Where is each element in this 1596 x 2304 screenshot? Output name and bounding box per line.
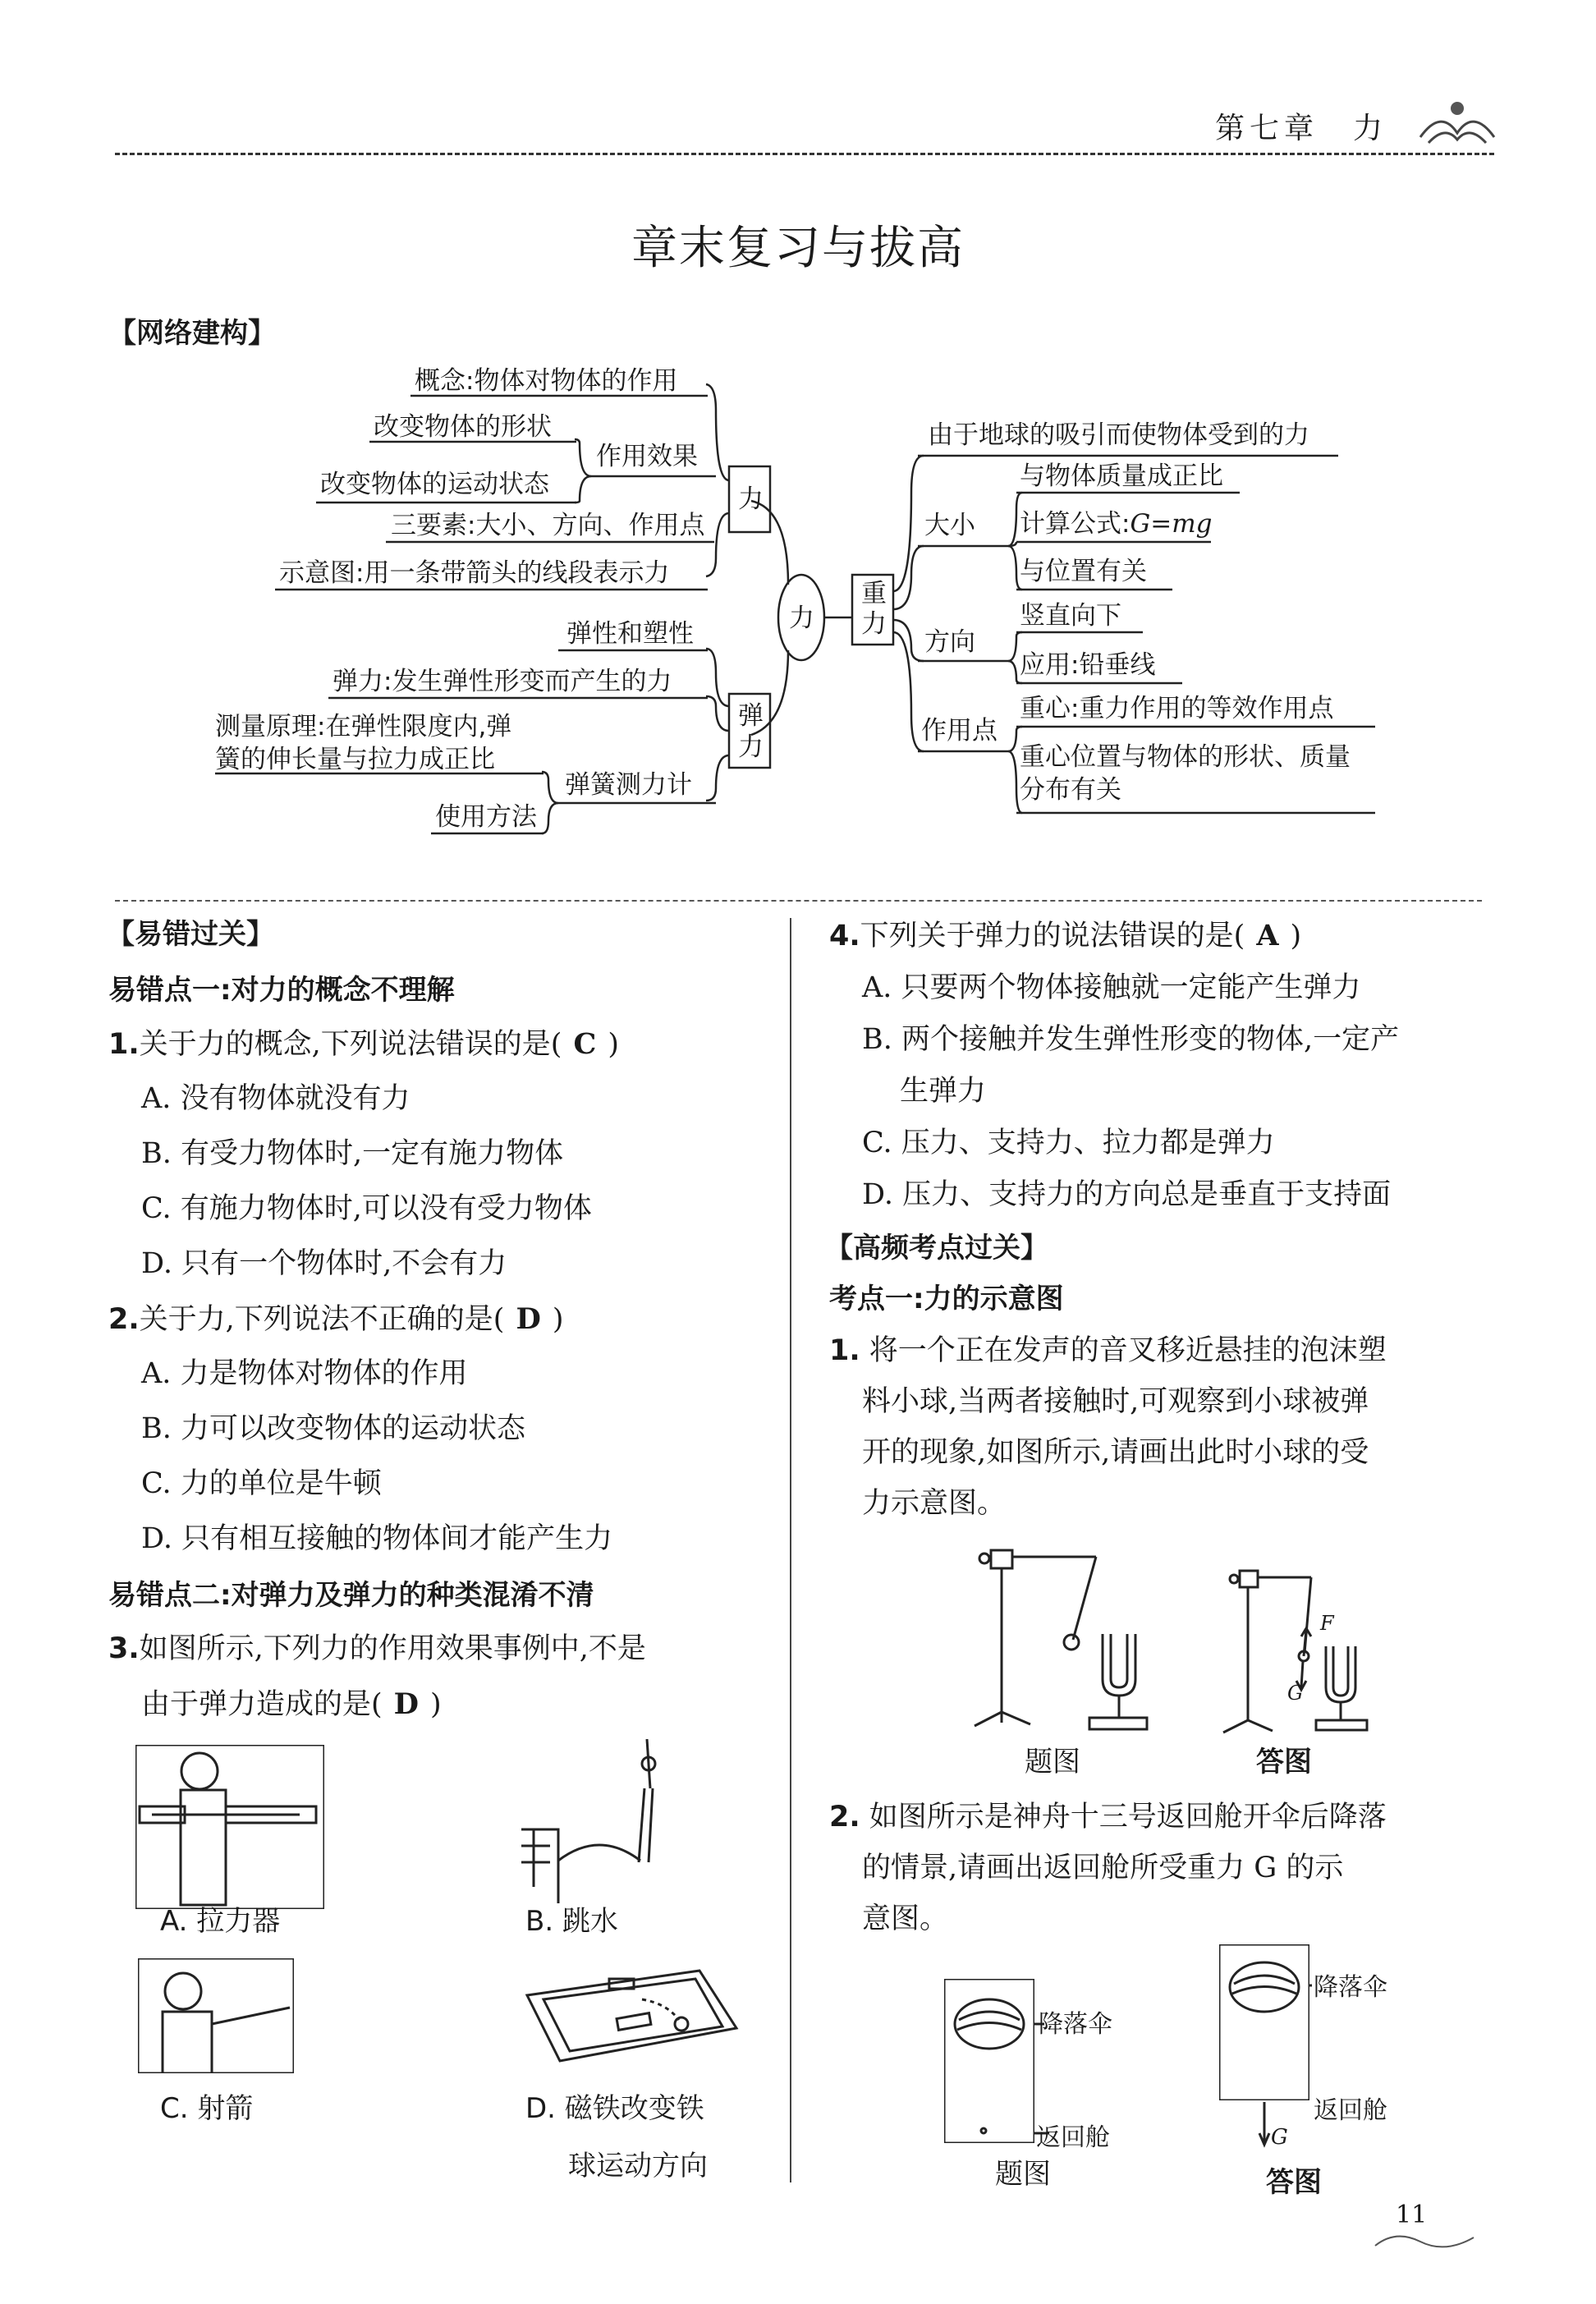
- gravity-direction-2: 应用:铅垂线: [1020, 650, 1156, 680]
- footer-decor-icon: [1371, 2229, 1478, 2254]
- gravity-size: 大小: [924, 511, 975, 540]
- mistake-point-1: 易错点一:对力的概念不理解: [108, 974, 455, 1007]
- section-divider: [115, 900, 1482, 902]
- expander-image: [135, 1745, 324, 1909]
- problem-1-line4: 力示意图。: [862, 1487, 1007, 1520]
- gravity-g-label: G: [1271, 2125, 1288, 2150]
- force-effect-2: 改变物体的运动状态: [320, 470, 549, 499]
- gravity-point-2b: 分布有关: [1020, 775, 1121, 805]
- gravity-point-2a: 重心位置与物体的形状、质量: [1020, 742, 1351, 772]
- q2-option-c: C. 力的单位是牛顿: [141, 1467, 382, 1500]
- problem-1-line1: 1. 将一个正在发声的音叉移近悬挂的泡沫塑: [829, 1334, 1387, 1367]
- capsule-label: 返回舱: [1036, 2123, 1110, 2152]
- key-points-section: 【高频考点过关】: [825, 1232, 1048, 1264]
- q2-option-a: A. 力是物体对物体的作用: [141, 1357, 468, 1390]
- caption-a: A. 拉力器: [160, 1905, 281, 1938]
- q1-option-a: A. 没有物体就没有力: [141, 1082, 410, 1115]
- force-effect: 作用效果: [596, 442, 698, 471]
- p1-question-caption: 题图: [1025, 1746, 1080, 1778]
- q2-option-b: B. 力可以改变物体的运动状态: [141, 1412, 525, 1445]
- center-node-label: 力: [789, 604, 814, 633]
- gravity-size-3: 与位置有关: [1020, 557, 1147, 586]
- gravity-direction: 方向: [924, 627, 975, 657]
- elastic-label-1: 弹: [738, 701, 764, 731]
- p2-answer-caption: 答图: [1266, 2166, 1322, 2199]
- question-3-line2: 由于弹力造成的是( D ): [141, 1687, 442, 1721]
- p1-answer-caption: 答图: [1256, 1746, 1312, 1778]
- question-2: 2.关于力,下列说法不正确的是( D ): [108, 1302, 564, 1336]
- force-three-elements: 三要素:大小、方向、作用点: [391, 511, 705, 540]
- mistake-point-2: 易错点二:对弹力及弹力的种类混淆不清: [108, 1579, 594, 1612]
- problem-1-line2: 料小球,当两者接触时,可观察到小球被弹: [862, 1385, 1369, 1418]
- caption-d-line2: 球运动方向: [568, 2150, 708, 2182]
- question-3-line1: 3.如图所示,下列力的作用效果事例中,不是: [108, 1632, 646, 1665]
- measure-principle-line2: 簧的伸长量与拉力成正比: [215, 745, 495, 774]
- archery-image: [138, 1958, 294, 2073]
- caption-c: C. 射箭: [160, 2092, 254, 2125]
- network-section-label: 【网络建构】: [108, 317, 276, 350]
- measure-principle-line1: 测量原理:在弹性限度内,弹: [215, 712, 512, 741]
- q4-option-c: C. 压力、支持力、拉力都是弹力: [862, 1127, 1275, 1159]
- question-1: 1.关于力的概念,下列说法错误的是( C ): [108, 1027, 619, 1061]
- page-title: 章末复习与拔高: [631, 222, 965, 275]
- tuning-fork-question-figure: [965, 1535, 1153, 1741]
- force-node-label: 力: [738, 484, 764, 514]
- caption-b: B. 跳水: [525, 1905, 618, 1938]
- capsule-label-answer: 返回舱: [1314, 2096, 1387, 2125]
- question-4: 4.下列关于弹力的说法错误的是( A ): [829, 919, 1302, 952]
- gravity-label-2: 力: [861, 609, 887, 639]
- gravity-size-1: 与物体质量成正比: [1020, 461, 1223, 491]
- spring-scale: 弹簧测力计: [565, 770, 692, 800]
- problem-2-line1: 2. 如图所示是神舟十三号返回舱开伞后降落: [829, 1801, 1387, 1834]
- gravity-size-2: 计算公式:G=mg: [1020, 509, 1213, 539]
- gravity-label-1: 重: [861, 579, 887, 608]
- force-f-label: F: [1320, 1612, 1334, 1635]
- tuning-fork-answer-figure: [1211, 1564, 1383, 1745]
- q1-option-d: D. 只有一个物体时,不会有力: [141, 1247, 507, 1280]
- parachute-label: 降落伞: [1039, 2010, 1112, 2039]
- capsule-question-photo: [944, 1979, 1034, 2143]
- force-g-label: G: [1287, 1682, 1304, 1705]
- q4-option-d: D. 压力、支持力的方向总是垂直于支持面: [862, 1178, 1392, 1211]
- force-concept: 概念:物体对物体的作用: [415, 366, 678, 396]
- gravity-arrow-answer: [1248, 1971, 1314, 2151]
- problem-2-line3: 意图。: [862, 1902, 949, 1935]
- gravity-point: 作用点: [921, 716, 998, 746]
- gravity-definition: 由于地球的吸引而使物体受到的力: [928, 420, 1309, 450]
- q1-option-c: C. 有施力物体时,可以没有受力物体: [141, 1192, 592, 1225]
- caption-d-line1: D. 磁铁改变铁: [525, 2092, 704, 2125]
- q2-option-d: D. 只有相互接触的物体间才能产生力: [141, 1522, 613, 1555]
- elastic-definition: 弹力:发生弹性形变而产生的力: [332, 667, 672, 696]
- force-effect-1: 改变物体的形状: [374, 412, 552, 442]
- q1-option-b: B. 有受力物体时,一定有施力物体: [141, 1137, 564, 1170]
- elastic-label-2: 力: [738, 732, 764, 762]
- p2-question-caption: 题图: [995, 2158, 1051, 2191]
- column-divider: [790, 918, 791, 2182]
- usage-method: 使用方法: [435, 802, 537, 832]
- q4-option-b: B. 两个接触并发生弹性形变的物体,一定产: [862, 1023, 1400, 1056]
- q4-option-a: A. 只要两个物体接触就一定能产生弹力: [862, 971, 1361, 1004]
- gravity-point-1: 重心:重力作用的等效作用点: [1020, 694, 1334, 723]
- mistakes-section: 【易错过关】: [107, 918, 274, 951]
- magnet-ball-image: [519, 1962, 741, 2069]
- elastic-property: 弹性和塑性: [566, 619, 694, 649]
- q4-option-b-cont: 生弹力: [900, 1075, 987, 1108]
- gravity-direction-1: 竖直向下: [1020, 601, 1121, 631]
- force-diagram: 示意图:用一条带箭头的线段表示力: [279, 558, 670, 588]
- problem-2-line2: 的情景,请画出返回舱所受重力 G 的示: [862, 1852, 1344, 1884]
- key-point-1: 考点一:力的示意图: [829, 1283, 1064, 1315]
- chapter-header: 第七章 力: [1215, 112, 1388, 145]
- problem-1-line3: 开的现象,如图所示,请画出此时小球的受: [862, 1436, 1369, 1469]
- parachute-label-answer: 降落伞: [1314, 1973, 1387, 2002]
- diving-image: [517, 1739, 681, 1903]
- mind-map: [0, 0, 1596, 870]
- page-number: 11: [1396, 2201, 1428, 2229]
